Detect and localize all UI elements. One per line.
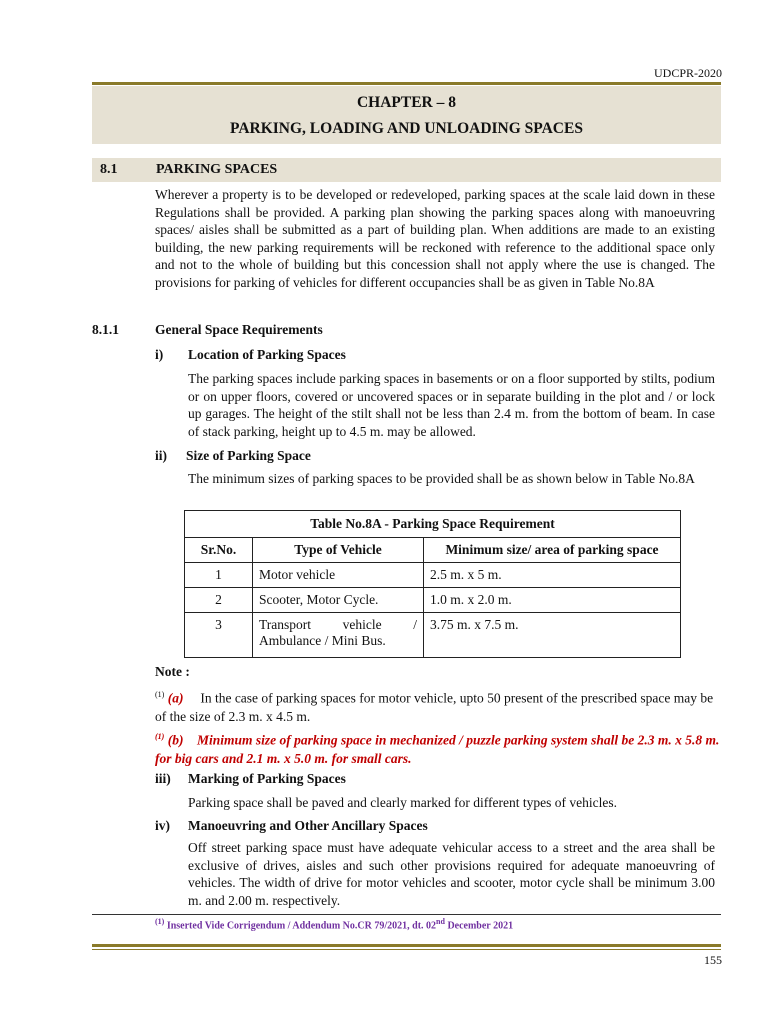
item-2-number: ii): [155, 448, 167, 463]
item-1-body: The parking spaces include parking spaces in basements or on a floor supported by stilts, podium or on upper floors, covered or uncovered spaces or in separate building in the plot and / or lock up garages. The height of the stilt shall not be less than 2.4 m. from the bottom of beam. In case of stack parking, height up to 4.5 m. may be allowed.: [188, 371, 715, 439]
item-4-title: Manoeuvring and Other Ancillary Spaces: [188, 818, 428, 833]
note-a-sup: (1): [155, 690, 165, 699]
table-row: 2 Scooter, Motor Cycle. 1.0 m. x 2.0 m.: [185, 588, 681, 613]
table-header-vehicle: Type of Vehicle: [253, 538, 424, 563]
table-header-row: [185, 538, 681, 563]
item-1-title: Location of Parking Spaces: [188, 347, 346, 362]
header-rule: [92, 82, 721, 85]
table-header-size: Minimum size/ area of parking space: [424, 538, 681, 563]
section-number: 8.1: [100, 162, 118, 177]
footer-rule: [92, 944, 721, 947]
item-3-number: iii): [155, 771, 171, 786]
note-b-mark: (b): [167, 732, 184, 748]
note-b-sup: (1): [155, 732, 165, 741]
subsection-title: General Space Requirements: [155, 322, 323, 337]
note-a-mark: (a): [167, 690, 184, 706]
item-3-title: Marking of Parking Spaces: [188, 771, 346, 786]
section-heading: [92, 158, 721, 182]
footer-rule-thin: [92, 949, 721, 950]
section-title: PARKING SPACES: [156, 162, 278, 177]
note-label: Note :: [155, 664, 190, 679]
table-header-srno: Sr.No.: [185, 538, 253, 563]
note-a-text: In the case of parking spaces for motor vehicle, upto 50 present of the prescribed space may be of the size of 2.3 m. x 4.5 m.: [155, 690, 714, 724]
subsection-number: 8.1.1: [92, 322, 119, 337]
document-id: UDCPR-2020: [653, 66, 722, 80]
item-2-body: The minimum sizes of parking spaces to be provided shall be as shown below in Table No.8A: [188, 471, 695, 486]
item-1-number: i): [155, 347, 164, 362]
chapter-number: CHAPTER – 8: [356, 94, 457, 111]
table-caption: Table No.8A - Parking Space Requirement: [185, 511, 681, 538]
table-row: 3 Transport vehicle / Ambulance / Mini Bus. 3.75 m. x 7.5 m.: [185, 613, 681, 658]
note-b-text: Minimum size of parking space in mechanized / puzzle parking system shall be 2.3 m. x 5.8 m. for big cars and 2.1 m. x 5.0 m. for small cars.: [155, 732, 720, 766]
item-3-body: Parking space shall be paved and clearly marked for different types of vehicles.: [188, 795, 617, 810]
chapter-header: [92, 86, 721, 144]
footnote: $^{(1)}$ Inserted Vide Corrigendum / Addendum No.CR 79/2021, dt. 02nd December 2021: [155, 917, 514, 932]
note-a: [155, 686, 715, 726]
item-2-title: Size of Parking Space: [186, 448, 311, 463]
table-row: 1 Motor vehicle 2.5 m. x 5 m.: [185, 563, 681, 588]
section-body: Wherever a property is to be developed or redeveloped, parking spaces at the scale laid down in these Regulations shall be provided. A parking plan showing the parking spaces along with manoeuvring spaces/ aisles shall be submitted as a part of building plan. When additions are made to an existing building, the new parking requirements will be reckoned with reference to the additional space only and not to the whole of building but this concession shall not apply where the use is changed. The provisions for parking of vehicles for different occupancies shall be as given in Table No.8A: [155, 187, 715, 290]
parking-table: [184, 510, 681, 658]
footnote-divider: [92, 914, 721, 915]
page-number: 155: [704, 953, 722, 967]
item-4-number: iv): [155, 818, 170, 833]
chapter-title: PARKING, LOADING AND UNLOADING SPACES: [230, 120, 583, 137]
item-4-body: Off street parking space must have adequate vehicular access to a street and the area shall be exclusive of drives, aisles and such other provisions required for adequate manoeuvring of vehicles. The width of drive for motor vehicles and scooter, motor cycle shall be minimum 3.00 m. and 2.00 m. respectively.: [188, 840, 715, 908]
note-b: [155, 728, 720, 768]
